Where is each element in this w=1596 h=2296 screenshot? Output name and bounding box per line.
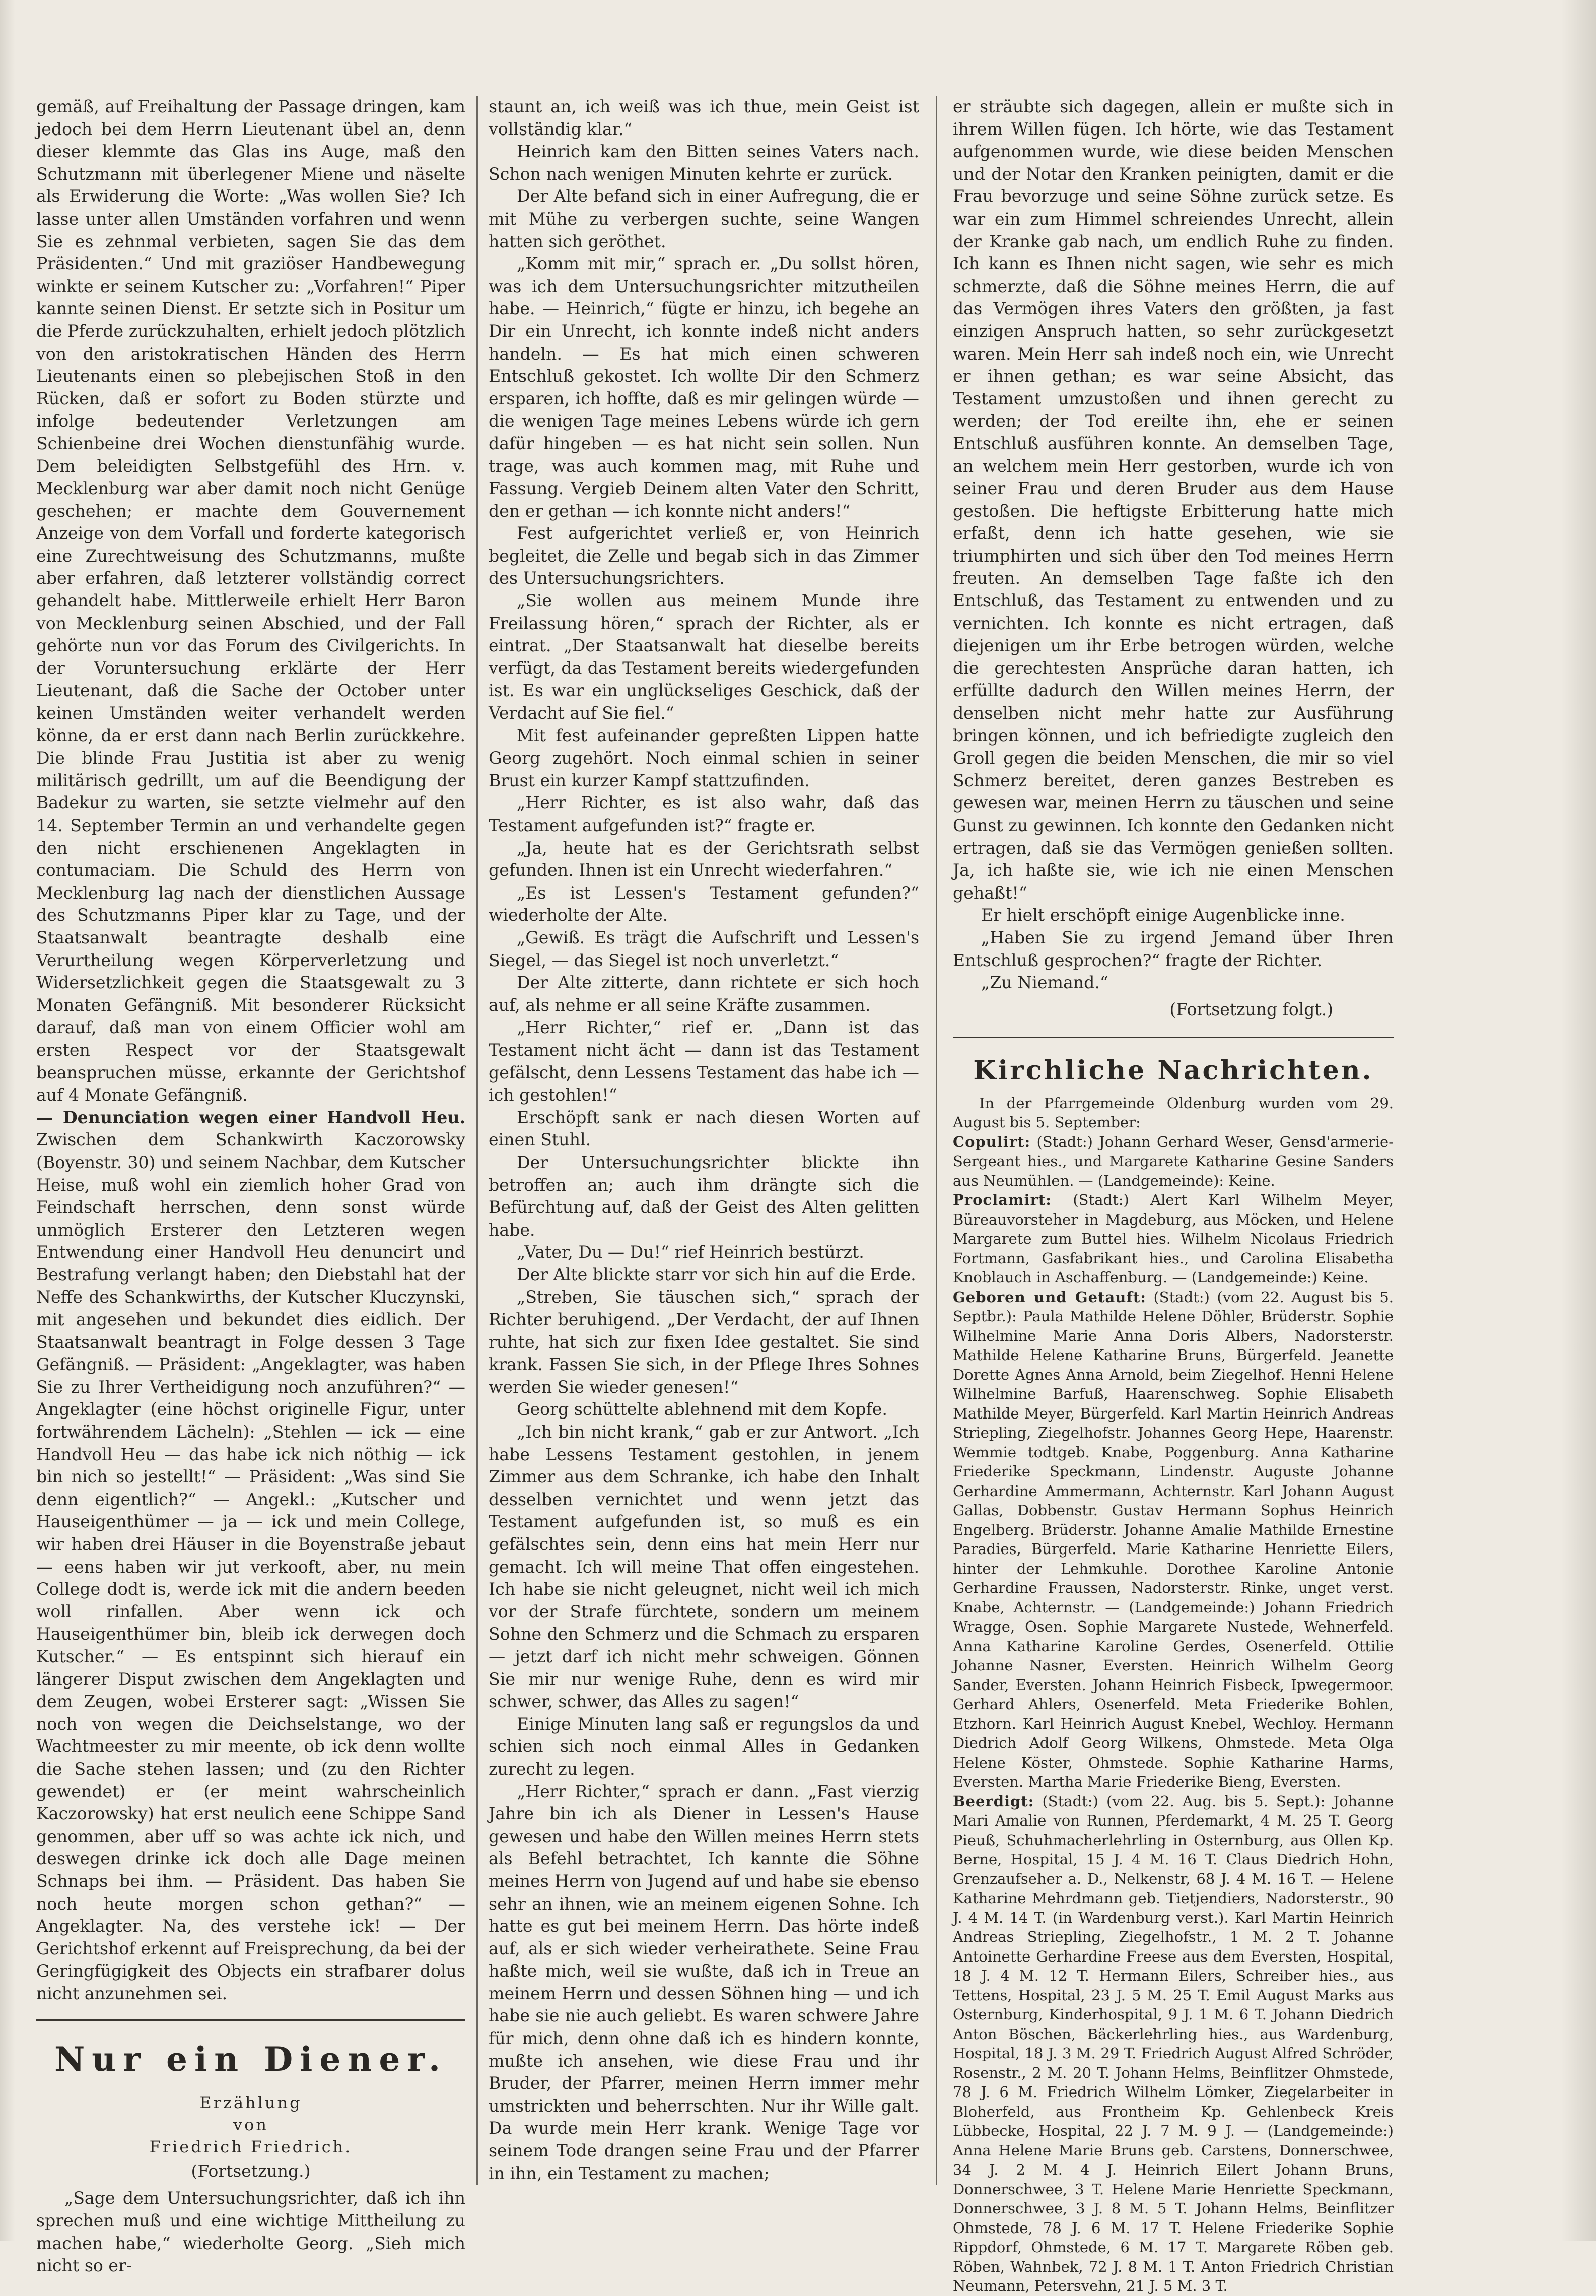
church-news-title: Kirchliche Nachrichten. <box>973 1055 1373 1086</box>
story-paragraph: „Zu Niemand.“ <box>981 973 1108 993</box>
marriages-label: Copulirt: <box>953 1133 1031 1151</box>
court-report-paragraph: gemäß, auf Freihaltung der Passage dringen, kam jedoch bei dem Herrn Lieutenant übel an, denn dieser klemmte das Glas ins Auge, maß den Schutzmann mit überlegener Miene und näselte als Erwiderung die Worte: „Was wollen Sie? Ich lasse unter allen Umständen vorfahren und wenn Sie es zehnmal verbieten, sagen Sie das dem Präsidenten.“ Und mit graziöser Handbewegung winkte er seinem Kutscher zu: „Vorfahren!“ Piper kannte seinen Dienst. Er setzte sich in Positur um die Pferde zurückzuhalten, erhielt jedoch plötzlich von den aristokratischen Händen des Herrn Lieutenants einen so plebejischen Stoß in den Rücken, daß er sofort zu Boden stürzte und infolge bedeutender Verletzungen am Schienbeine drei Wochen dienstunfähig wurde. Dem beleidigten Selbstgefühl des Hrn. v. Mecklenburg war aber damit noch nicht Genüge geschehen; er machte dem Gouvernement Anzeige von dem Vorfall und forderte kategorisch eine Zurechtweisung des Schutzmanns, mußte aber erfahren, daß letzterer vollständig correct gehandelt habe. Mittlerweile erhielt Herr Baron von Mecklenburg seinen Abschied, und der Fall gehörte nun vor das Forum des Civilgerichts. In der Voruntersuchung erklärte der Herr Lieutenant, daß die Sache der October unter keinen Umständen weiter verhandelt werden könne, da er erst dann nach Berlin zurückkehre. Die blinde Frau Justitia ist aber zu wenig militärisch gedrillt, um auf die Beendigung der Badekur zu warten, sie setzte vielmehr auf den 14. September Termin an und verhandelte gegen den nicht erschienenen Angeklagten in contumaciam. Die Schuld des Herrn von Mecklenburg lag nach der dienstlichen Aussage des Schutzmanns Piper klar zu Tage, und der Staatsanwalt beantragte deshalb eine Verurtheilung wegen Körperverletzung und Widersetzlichkeit gegen die Staatsgewalt zu 3 Monaten Gefängniß. Mit besonderer Rücksicht darauf, daß man von einem Officier wohl am ersten Respect vor der Staatsgewalt beanspruchen müsse, erkannte der Gerichtshof auf 4 Monate Gefängniß. <box>36 97 465 1105</box>
column-rule-2 <box>936 96 937 2185</box>
story-paragraph: Fest aufgerichtet verließ er, von Heinrich begleitet, die Zelle und begab sich in das Zimmer des Untersuchungsrichters. <box>489 523 919 588</box>
story-continuation-note: (Fortsetzung.) <box>191 2161 311 2181</box>
story-paragraph: Er hielt erschöpft einige Augenblicke inne. <box>981 905 1345 925</box>
story-paragraph: er sträubte sich dagegen, allein er mußte sich in ihrem Willen fügen. Ich hörte, wie das Testament aufgenommen wurde, wie diese beiden Menschen und der Notar den Kranken peinigten, damit er die Frau bevorzuge und seine Söhne zurück setze. Es war ein zum Himmel schreiendes Unrecht, allein der Kranke gab nach, um endlich Ruhe zu finden. Ich kann es Ihnen nicht sagen, wie sehr es mich schmerzte, daß die Söhne meines Herrn, die auf das Vermögen ihres Vaters den größten, ja fast einzigen Anspruch hatten, so sehr zurückgesetzt waren. Mein Herr sah indeß noch ein, wie Unrecht er ihnen gethan; es war seine Absicht, das Testament umzustoßen und ihnen gerecht zu werden; der Tod ereilte ihn, ehe er seinen Entschluß ausführen konnte. An demselben Tage, an welchem mein Herr gestorben, wurde ich von seiner Frau und deren Bruder aus dem Hause gestoßen. Die heftigste Erbitterung hatte mich erfaßt, denn ich hatte gesehen, wie sie triumphirten und sich über den Tod meines Herrn freuten. An demselben Tage faßte ich den Entschluß, das Testament zu entwenden und zu vernichten. Ich konnte es nicht ertragen, daß diejenigen um ihr Erbe betrogen würden, welche die gerechtesten Ansprüche daran hatten, ich erfüllte dadurch den Willen meines Herrn, der denselben nicht mehr hatte zur Ausführung bringen können, und ich befriedigte zugleich den Groll gegen die beiden Menschen, die mir so viel Schmerz bereitet, deren ganzes Bestreben es gewesen war, meinen Herrn zu täuschen und seine Gunst zu gewinnen. Ich konnte den Gedanken nicht ertragen, daß sie das Vermögen genießen sollten. Ja, ich haßte sie, wie ich nie einen Menschen gehaßt!“ <box>953 97 1394 903</box>
to-be-continued-note: (Fortsetzung folgt.) <box>1169 999 1333 1019</box>
story-kind: Erzählung <box>199 2093 302 2113</box>
story-paragraph: Georg schüttelte ablehnend mit dem Kopfe. <box>517 1399 887 1420</box>
story-paragraph: Der Alte befand sich in einer Aufregung, die er mit Mühe zu verbergen suchte, seine Wangen hatten sich geröthet. <box>489 186 919 251</box>
story-paragraph: Einige Minuten lang saß er regungslos da und schien sich noch einmal Alles in Gedanken zurecht zu legen. <box>489 1714 919 1779</box>
denunciation-body: Zwischen dem Schankwirth Kaczorowsky (Boyenstr. 30) und seinem Nachbar, dem Kutscher Heise, muß wohl ein ziemlich hoher Grad von Feindschaft herrschen, denn sonst würde unmöglich Ersterer den Letzteren wegen Entwendung einer Handvoll Heu denuncirt und Bestrafung verlangt haben; den Diebstahl hat der Neffe des Schankwirths, der Kutscher Kluczynski, mit angesehen und bekundet dies eidlich. Der Staatsanwalt beantragt in Folge dessen 3 Tage Gefängniß. — Präsident: „Angeklagter, was haben Sie zu Ihrer Vertheidigung noch anzuführen?“ — Angeklagter (eine höchst originelle Figur, unter fortwährendem Lächeln): „Stehlen — ick — eine Handvoll Heu — das habe ick nich nöthig — ick bin nich so jestellt!“ — Präsident: „Was sind Sie denn eigentlich?“ — Angekl.: „Kutscher und Hauseigenthümer — ja — ick und mein College, wir haben drei Häuser in die Boyenstraße jebaut — eens haben wir jut verkooft, aber, nu mein College dodt is, werde ick mit die andern beeden woll rinfallen. Aber wenn ick och Hauseigenthümer bin, bleib ick derwegen doch Kutscher.“ — Es entspinnt sich hierauf ein längerer Disput zwischen dem Angeklagten und dem Zeugen, wobei Ersterer sagt: „Wissen Sie noch von wegen die Deichselstange, wo der Wachtmeester zu mir meente, ob ick denn wollte die Sache stehen lassen; und (zu den Richter gewendet) er (er meint wahrscheinlich Kaczorowsky) hat erst neulich eene Schippe Sand genommen, aber uff so was achte ick nich, und deswegen drinke ick doch alle Dage meinen Schnaps bei ihm. — Präsident. Das haben Sie noch heute morgen schon gethan?“ — Angeklagter. Na, des verstehe ick! — Der Gerichtshof erkennt auf Freisprechung, da bei der Geringfügigkeit des Objects ein strafbarer dolus nicht anzunehmen sei. <box>36 1130 465 2003</box>
story-by: von <box>233 2115 268 2135</box>
story-paragraph: „Sie wollen aus meinem Munde ihre Freilassung hören,“ sprach der Richter, als er eintrat. „Der Staatsanwalt hat dieselbe bereits verfügt, da das Testament bereits wiedergefunden ist. Es war ein unglückseliges Geschick, daß der Verdacht auf Sie fiel.“ <box>489 591 919 723</box>
burials-entry <box>953 1792 1394 2296</box>
story-paragraph: „Streben, Sie täuschen sich,“ sprach der Richter beruhigend. „Der Verdacht, der auf Ihnen ruhte, hat sich zur fixen Idee gestaltet. Sie sind krank. Fassen Sie sich, in der Pflege Ihres Sohnes werden Sie wieder genesen!“ <box>489 1287 919 1397</box>
banns-entry <box>953 1190 1394 1288</box>
denunciation-heading: — Denunciation wegen einer Handvoll Heu. <box>36 1107 465 1127</box>
story-paragraph: „Herr Richter, es ist also wahr, daß das Testament aufgefunden ist?“ fragte er. <box>489 793 919 835</box>
section-divider <box>953 1037 1394 1038</box>
column-1 <box>36 96 465 2276</box>
story-author: Friedrich Friedrich. <box>149 2137 353 2157</box>
births-label: Geboren und Getauft: <box>953 1288 1146 1306</box>
story-paragraph: Erschöpft sank er nach diesen Worten auf einen Stuhl. <box>489 1107 919 1150</box>
story-paragraph: staunt an, ich weiß was ich thue, mein Geist ist vollständig klar.“ <box>489 97 919 139</box>
story-title: Nur ein Diener. <box>54 2040 448 2079</box>
column-3 <box>953 96 1394 2295</box>
story-paragraph: „Gewiß. Es trägt die Aufschrift und Lessen's Siegel, — das Siegel ist noch unverletzt.“ <box>489 927 919 970</box>
burials-text: (Stadt:) (vom 22. Aug. bis 5. Sept.): Johanne Mari Amalie von Runnen, Pferdemarkt, 4 M. 25 T. Georg Pieuß, Schuhmacherlehrling in Osternburg, aus Ollen Kp. Berne, Hospital, 15 J. 4 M. 16 T. Claus Diedrich Hohn, Grenzaufseher a. D., Nelkenstr, 68 J. 4 M. 16 T. — Helene Katharine Mehrdmann geb. Tietjendiers, Nadorsterstr., 90 J. 4 M. 14 T. (in Wardenburg verst.). Karl Martin Heinrich Andreas Striepling, Ziegelhofstr., 1 M. 2 T. Johanne Antoinette Gerhardine Freese aus dem Eversten, Hospital, 18 J. 4 M. 12 T. Hermann Eilers, Schreiber hies., aus Tettens, Hospital, 23 J. 5 M. 25 T. Emil August Marks aus Osternburg, Kinderhospital, 9 J. 1 M. 6 T. Johann Diedrich Anton Böschen, Bäckerlehrling hies., aus Wardenburg, Hospital, 18 J. 3 M. 29 T. Friedrich August Alfred Schröder, Rosenstr., 2 M. 20 T. Johann Helms, Beinflitzer Ohmstede, 78 J. 6 M. Friedrich Wilhelm Lömker, Ziegelarbeiter in Bloherfeld, aus Frontheim Kp. Gehlenbeck Kreis Lübbecke, Hospital, 22 J. 7 M. 9 J. — (Landgemeinde:) Anna Helene Marie Bruns geb. Carstens, Donnerschwee, 34 J. 2 M. 4 J. Heinrich Eilert Johann Bruns, Donnerschwee, 3 T. Helene Marie Henriette Speckmann, Donnerschwee, 3 J. 8 M. 5 T. Johann Helms, Beinflitzer Ohmstede, 78 J. 6 M. 17 T. Helene Friederike Sophie Rippdorf, Ohmstede, 6 M. 17 T. Margarete Röben geb. Röben, Wahnbek, 72 J. 8 M. 1 T. Anton Friedrich Christian Neumann, Petersvehn, 21 J. 5 M. 3 T. <box>953 1792 1394 2295</box>
story-paragraph: „Komm mit mir,“ sprach er. „Du sollst hören, was ich dem Untersuchungsrichter mitzutheilen habe. — Heinrich,“ fügte er hinzu, ich begehe an Dir ein Unrecht, ich konnte indeß nicht anders handeln. — Es hat mich einen schweren Entschluß gekostet. Ich wollte Dir den Schmerz ersparen, ich hoffte, daß es mir gelingen würde — die wenigen Tage meines Lebens würde ich gern dafür hingeben — es hat nicht sein sollen. Nun trage, was auch kommen mag, mit Ruhe und Fassung. Vergieb Deinem alten Vater den Schritt, den er gethan — ich konnte nicht anders!“ <box>489 254 919 521</box>
births-text: (Stadt:) (vom 22. August bis 5. Septbr.): Paula Mathilde Helene Döhler, Brüderstr. Sophie Wilhelmine Marie Anna Doris Albers, Nadorsterstr. Mathilde Helene Katharine Bruns, Bürgerfeld. Jeanette Dorette Agnes Anna Arnold, beim Ziegelhof. Henni Helene Wilhelmine Barfuß, Haarenschweg. Sophie Elisabeth Mathilde Meyer, Bürgerfeld. Karl Martin Heinrich Andreas Striepling, Ziegelhofstr. Johannes Georg Hepe, Haarenstr. Wemmie todtgeb. Knabe, Poggenburg. Anna Katharine Friederike Speckmann, Lindenstr. Auguste Johanne Gerhardine Ammermann, Achternstr. Karl Johann August Gallas, Dobbenstr. Gustav Hermann Sophus Heinrich Engelberg. Brüderstr. Johanne Amalie Mathilde Ernestine Paradies, Bürgerfeld. Marie Katharine Henriette Eilers, hinter der Lehmkuhle. Dorothee Karoline Antonie Gerhardine Fraussen, Nadorsterstr. Rinke, unget verst. Knabe, Achternstr. — (Landgemeinde:) Johann Friedrich Wragge, Osen. Sophie Margarete Nustede, Wehnerfeld. Anna Katharine Karoline Gerdes, Osenerfeld. Ottilie Johanne Nasner, Eversten. Heinrich Wilhelm Georg Sander, Eversten. Johann Heinrich Fisbeck, Ipwegermoor. Gerhard Ahlers, Osenerfeld. Meta Friederike Bohlen, Etzhorn. Karl Heinrich August Knebel, Wechloy. Hermann Diedrich Adolf Georg Wilkens, Ohmstede. Meta Olga Helene Köster, Ohmstede. Sophie Katharine Harms, Eversten. Martha Marie Friederike Bieng, Eversten. <box>953 1288 1394 1791</box>
story-paragraph: „Haben Sie zu irgend Jemand über Ihren Entschluß gesprochen?“ fragte der Richter. <box>953 927 1394 970</box>
story-paragraph: Mit fest aufeinander gepreßten Lippen hatte Georg zugehört. Noch einmal schien in seiner Brust ein kurzer Kampf stattzufinden. <box>489 725 919 790</box>
section-divider <box>36 2019 465 2021</box>
story-paragraph: „Sage dem Untersuchungsrichter, daß ich ihn sprechen muß und eine wichtige Mittheilung zu machen habe,“ wiederholte Georg. „Sieh mich nicht so er- <box>36 2188 465 2276</box>
story-paragraph: „Vater, Du — Du!“ rief Heinrich bestürzt. <box>517 1242 864 1262</box>
column-2 <box>489 96 919 2220</box>
story-paragraph: Der Untersuchungsrichter blickte ihn betroffen an; auch ihm drängte sich die Befürchtung auf, daß der Geist des Alten gelitten habe. <box>489 1152 919 1240</box>
story-paragraph: „Ja, heute hat es der Gerichtsrath selbst gefunden. Ihnen ist ein Unrecht wiederfahren.“ <box>489 838 919 881</box>
marriages-entry <box>953 1132 1394 1191</box>
church-news-intro: In der Pfarrgemeinde Oldenburg wurden vom 29. August bis 5. September: <box>953 1094 1394 1131</box>
story-paragraph: „Ich bin nicht krank,“ gab er zur Antwort. „Ich habe Lessens Testament gestohlen, in jenem Zimmer aus dem Schranke, ich habe den Inhalt desselben vernichtet und wenn jetzt das Testament aufgefunden ist, so muß es ein gefälschtes sein, denn eins hat mein Herr nur gemacht. Ich will meine That offen eingestehen. Ich habe sie nicht geleugnet, nicht weil ich mich vor der Strafe fürchtete, sondern um meinem Sohne den Schmerz und die Schmach zu ersparen — jetzt darf ich nicht mehr schweigen. Gönnen Sie mir nur wenige Ruhe, denn es wird mir schwer, schwer, das Alles zu sagen!“ <box>489 1422 919 1712</box>
story-paragraph: „Herr Richter,“ sprach er dann. „Fast vierzig Jahre bin ich als Diener in Lessen's Hause gewesen und habe den Willen meines Herrn stets als Befehl betrachtet, Ich kannte die Söhne meines Herrn von Jugend auf und habe sie ebenso sehr an ihnen, wie an meinem eigenen Sohne. Ich hatte es gut bei meinem Herrn. Das hörte indeß auf, als er sich wieder verheirathete. Seine Frau haßte mich, weil sie wußte, daß ich in Treue an meinem Herrn und dessen Söhnen hing — und ich habe sie nie auch geliebt. Es waren schwere Jahre für mich, denn ohne daß ich es hindern konnte, mußte ich ansehen, wie diese Frau und ihr Bruder, der Pfarrer, meinen Herrn immer mehr umstrickten und beherrschten. Nur ihr Wille galt. Da wurde mein Herr krank. Wenige Tage vor seinem Tode drangen seine Frau und der Pfarrer in ihn, ein Testament zu machen; <box>489 1781 919 2183</box>
marriages-text: (Stadt:) Johann Gerhard Weser, Gensd'armerie-Sergeant hies., und Margarete Katharine Gesine Sanders aus Neumühlen. — (Landgemeinde): Keine. <box>953 1133 1394 1189</box>
column-rule-1 <box>476 96 478 2185</box>
burials-label: Beerdigt: <box>953 1792 1034 1810</box>
births-entry <box>953 1288 1394 1792</box>
church-news-body <box>953 1094 1394 2296</box>
banns-text: (Stadt:) Alert Karl Wilhelm Meyer, Büreauvorsteher in Magdeburg, aus Möcken, und Helene Margarete zum Buttel hies. Wilhelm Nicolaus Friedrich Fortmann, Gasfabrikant hies., und Carolina Elisabetha Knoblauch in Aschaffenburg. — (Landgemeinde:) Keine. <box>953 1191 1394 1287</box>
story-paragraph: Der Alte blickte starr vor sich hin auf die Erde. <box>517 1264 916 1285</box>
story-paragraph: „Herr Richter,“ rief er. „Dann ist das Testament nicht ächt — dann ist das Testament gefälscht, denn Lessens Testament das habe ich — ich gestohlen!“ <box>489 1018 919 1105</box>
story-paragraph: Heinrich kam den Bitten seines Vaters nach. Schon nach wenigen Minuten kehrte er zurück. <box>489 142 919 184</box>
banns-label: Proclamirt: <box>953 1191 1052 1209</box>
story-paragraph: „Es ist Lessen's Testament gefunden?“ wiederholte der Alte. <box>489 883 919 925</box>
denunciation-paragraph <box>36 1107 465 2005</box>
story-paragraph: Der Alte zitterte, dann richtete er sich hoch auf, als nehme er all seine Kräfte zusammen. <box>489 973 919 1015</box>
